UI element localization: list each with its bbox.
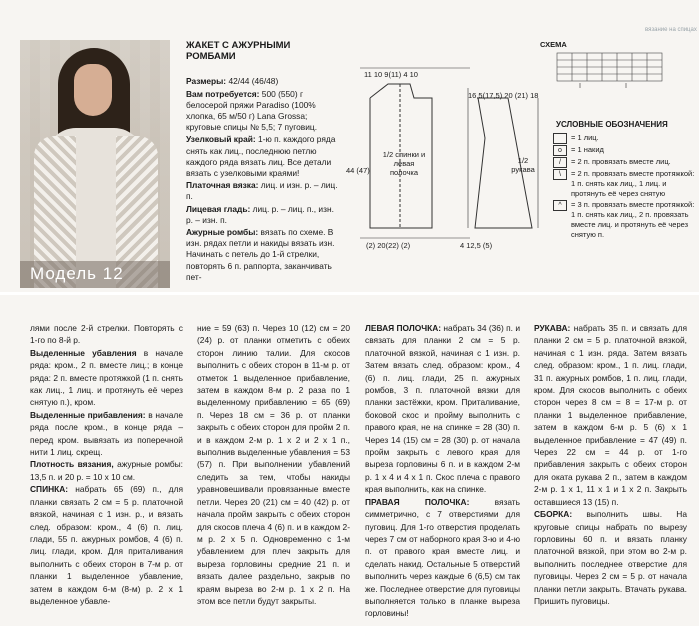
dim-sleeve: 1/2 рукава (511, 156, 535, 174)
knit-symbol-icon (553, 133, 567, 144)
text-column-4: РУКАВА: набрать 35 п. и связать для планки 2 см = 5 р. платочной вязкой, начиная с 1 изн. ряда. Затем вязать след. образом: кром., 1 п. лиц. глади, 31 п. ажурных ромбов, 1 п. лиц. глади, кром. Для скосов выполнить с обеих сторон через 8 см = 8 = 17-м р. от планки 1 выделенное прибавление, затем в каждом 6-м р. 5 (6) х 1 выделенное прибавление = 47 (49) п. Через 22 см = 44 р. от 1-го прибавления закрыть с обеих сторон для оката рукава 2 п., затем в каждом 2-м р. 1 х 1, 11 х 1 и 1 х 2 п. Закрыть оставшиеся 13 (15) п. СБОРКА: выполнить швы. На круговые спицы набрать по вырезу горловины 60 п. и вязать планку платочной вязкой, при этом во 2-м р. выполнить последнее отверстие для пуговицы. Через 2 см = 5 р. от начала планки петли закрыть. Втачать рукава. Пришить пуговицы. (534, 323, 687, 606)
dim-back: 1/2 спинки и левая полочка (382, 150, 426, 177)
article-title: ЖАКЕТ С АЖУРНЫМИ РОМБАМИ (186, 40, 291, 63)
page-note: вязание на спицах (645, 27, 697, 33)
legend-list (553, 133, 698, 241)
garter-line: Платочная вязка: лиц. и изн. р. – лиц. п. (186, 180, 338, 202)
text-column-1: лями после 2-й стрелки. Повторять с 1-го по 8-й р. Выделенные убавления в начале ряда: кром., 2 п. вместе лиц.; в конце ряда: 2 п. вместе протяжкой (1 п. снять как лиц., 1 лиц. и протянуть её через снятую п.), кром. Выделенные прибавления: в начале ряда после кром., в конце ряда – перед кром. вывязать из поперечной нити 1 лиц. скрещ. Плотность вязания, ажурные ромбы: 13,5 п. и 20 р. = 10 х 10 см. СПИНКА: набрать 65 (69) п., для планки связать 2 см = 5 р. платочной вязкой, начиная с 1 изн. р., и вязать след. образом: кром., 4 (6) п. лиц. глади, 55 п. ажурных ромбов, 4 (6) п. лиц. глади, кром. Для приталивания выполнить с обеих сторон в 7-м р. от планки 1 выделенное убавление, затем в каждом 6-м (8-м) р. 2 х 1 выделенное убавле- (30, 323, 184, 606)
schema-grid (540, 51, 665, 89)
sizes-line: Размеры: 42/44 (46/48) (186, 76, 279, 87)
intro-column (186, 40, 338, 284)
materials-line: Вам потребуется: 500 (550) г белосерой пряжи Paradiso (100% хлопка, 65 м/50 г) Lana Grossa; круговые спицы № 5,5; 7 пуговиц. (186, 88, 318, 133)
stockinette-line: Лицевая гладь: лиц. р. – лиц. п., изн. р. – изн. п. (186, 203, 334, 225)
legend-row: / = 2 п. провязать вместе лиц. (553, 157, 698, 168)
k2tog-symbol-icon: / (553, 157, 567, 168)
dim-sleeve-bottom: 4 12,5 (5) (460, 241, 493, 250)
model-label: Модель 12 (30, 264, 124, 283)
legend-row: = 1 лиц. (553, 133, 698, 144)
chart-schema (540, 40, 690, 94)
dim-top: 11 10 9(11) 4 10 (364, 70, 418, 79)
yarn-over-symbol-icon: o (553, 145, 567, 156)
legend-row: o = 1 накид (553, 145, 698, 156)
k3tog-symbol-icon: ^ (553, 200, 567, 211)
text-column-3: ЛЕВАЯ ПОЛОЧКА: набрать 34 (36) п. и связать для планки 2 см = 5 р. платочной вязкой, начиная с 1 изн. р. Затем вязать след. образом: кром., 4 (6) п. лиц. глади, 25 п. ажурных ромбов, 3 п. платочной вязки для планки застёжки, кром. Приталивание, боковой скос и пройму выполнить с правого края, не на спинке = 28 (30) п. Через 14 (15) см = 28 (30) р. от начала пройм закрыть с левого края для выреза горловины 6 п. и в каждом 2-м р. 1 х 4 и 4 х 1 п. Скос плеча с правого края выполнить, как на спинке. ПРАВАЯ ПОЛОЧКА: вязать симметрично, с 7 отверстиями для пуговиц. Для 1-го отверстия проделать через 7 см от наборного края 3-ю и 4-ю п. от правого края вместе лиц. и сделать накид. Остальные 5 отверстий выполнить через каждые 6 (6,5) см так же. Последнее отверстие для пуговицы выполняется только в планке выреза горловины! (365, 323, 520, 619)
dim-right: 16,5(17,5) 20 (21) 18 (468, 91, 539, 100)
dim-bottom: (2) 20(22) (2) (366, 241, 411, 250)
model-photo (20, 40, 170, 288)
legend-row: \ = 2 п. провязать вместе протяжкой: 1 п. снять как лиц., 1 лиц. и протянуть её через снятую (553, 169, 698, 199)
ssk-symbol-icon: \ (553, 169, 567, 180)
dim-height: 44 (47) (346, 166, 370, 175)
page-divider (0, 292, 699, 295)
lace-line: Ажурные ромбы: вязать по схеме. В изн. рядах петли и накиды вязать изн. Начинать с петель до 1-й стрелки, повторять 6 п. раппорта, заканчивать пет- (186, 227, 335, 282)
legend-row: ^ = 3 п. провязать вместе протяжкой: 1 п. снять как лиц., 2 п. провязать вместе лиц. и протянуть её через снятую п. (553, 200, 698, 240)
schema-title: СХЕМА (540, 40, 567, 49)
legend-title: УСЛОВНЫЕ ОБОЗНАЧЕНИЯ (556, 120, 668, 129)
photo-face (74, 64, 112, 116)
edge-line: Узелковый край: 1-ю п. каждого ряда снять как лиц., последнюю петлю каждого ряда вязать лиц. Все детали вязать с узелковыми краями! (186, 134, 336, 179)
text-column-2: ние = 59 (63) п. Через 10 (12) см = 20 (24) р. от планки отметить с обеих сторон линию талии. Для скосов выполнить с обеих сторон в 11-м р. от отметок 1 выделенное прибавление, затем в каждом 8-м р. 2 раза по 1 выделенному прибавлению = 65 (69) п. Через 18 см = 36 р. от планки закрыть с обеих сторон для пройм 2 п. и в каждом 2-м р. 1 х 2 и 2 х 1 п., выполнив выделенные убавления = 53 (57) п. При выполнении убавлений следить за тем, чтобы накиды уравновешивали провязанные вместе петли. Через 20 (21) см = 40 (42) р. от начала пройм закрыть с обеих сторон для скосов плеча 4 (6) п. и в каждом 2-м р. 2 х 5 п. Одновременно с 1-м убавлением для плеч закрыть для выреза горловины средние 21 п. и вязать далее раздельно, закрыв по краям выреза во 2-м р. 1 х 2 п. На этом все петли будут закрыты. (197, 323, 350, 606)
